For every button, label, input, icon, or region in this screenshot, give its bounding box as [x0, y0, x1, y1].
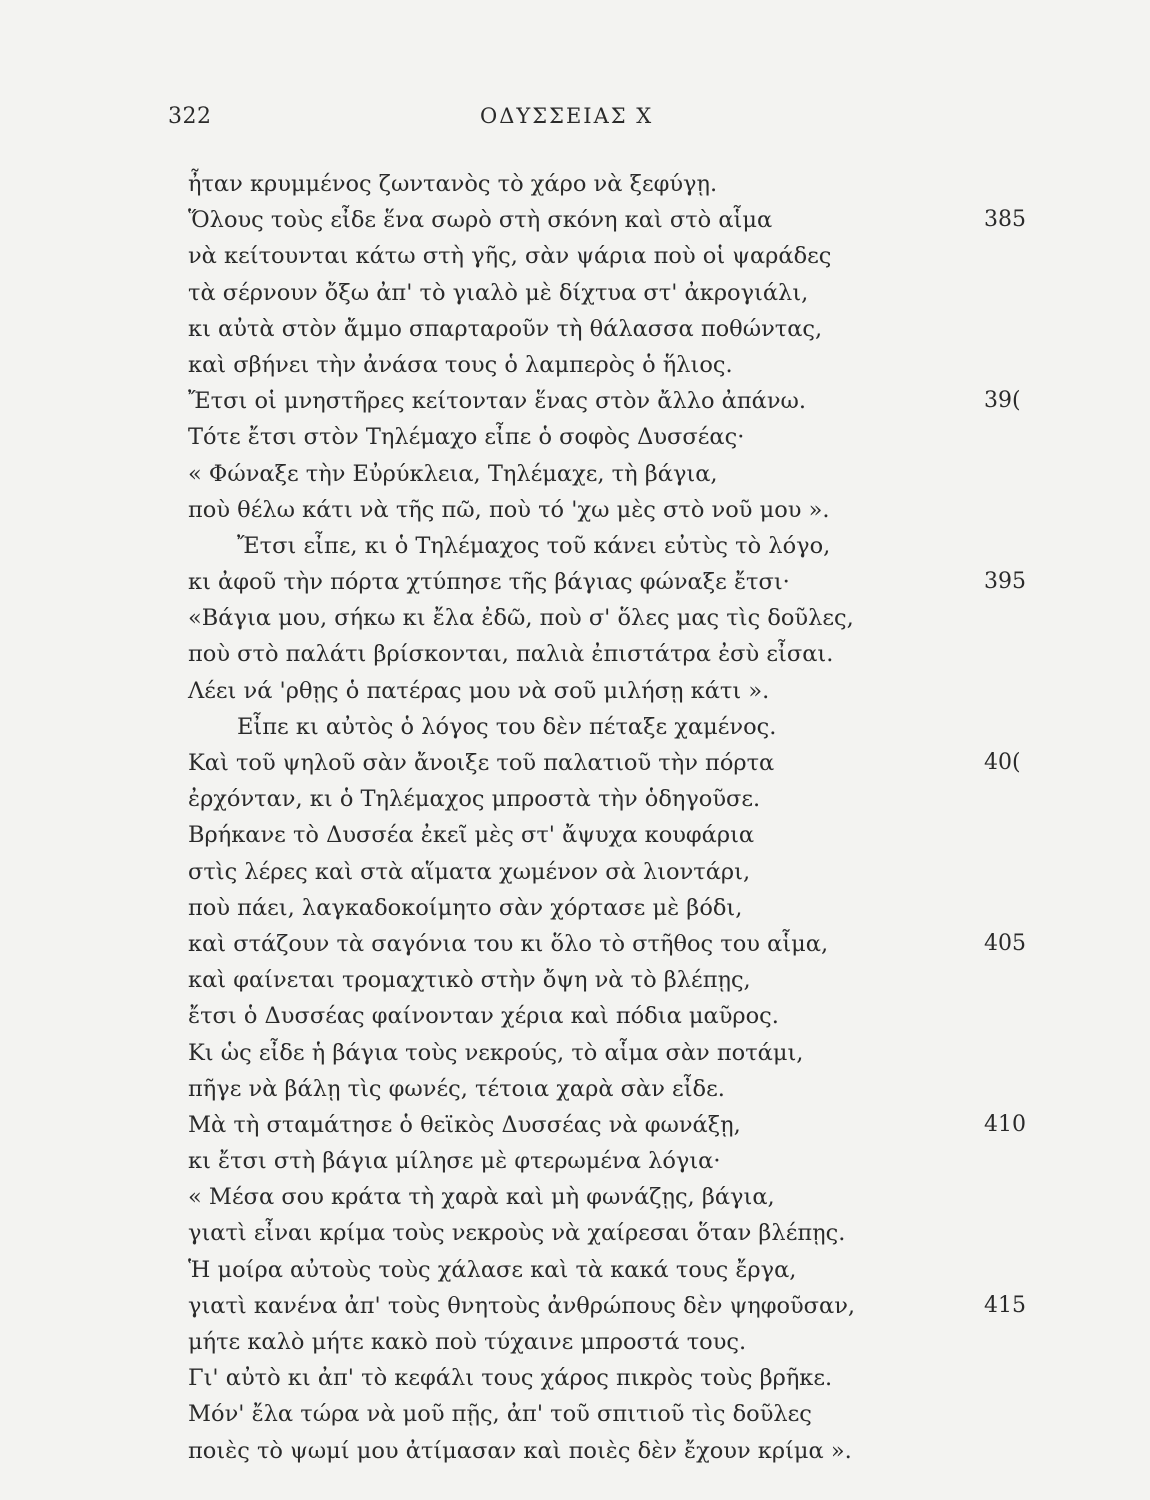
verse-text: Καὶ τοῦ ψηλοῦ σὰν ἄνοιξε τοῦ παλατιοῦ τὴν πόρτα: [188, 750, 775, 776]
verse-line: [0, 347, 1150, 383]
verse-text: καὶ φαίνεται τρομαχτικὸ στὴν ὄψη νὰ τὸ βλέπῃς,: [188, 967, 751, 994]
verse-line: [0, 926, 1150, 962]
verse-text: ποιὲς τὸ ψωμί μου ἀτίμασαν καὶ ποιὲς δὲν ἔχουν κρίμα ».: [188, 1437, 852, 1464]
verse-line: [0, 1215, 1150, 1251]
verse-text: Μὰ τὴ σταμάτησε ὁ θεϊκὸς Δυσσέας νὰ φωνάξῃ,: [188, 1111, 741, 1138]
verse-line: [0, 890, 1150, 926]
verse-text: Γι' αὐτὸ κι ἀπ' τὸ κεφάλι τους χάρος πικρὸς τοὺς βρῆκε.: [188, 1365, 833, 1392]
verse-line: [0, 1324, 1150, 1360]
verse-line: [0, 564, 1150, 600]
verse-text: « Μέσα σου κράτα τὴ χαρὰ καὶ μὴ φωνάζῃς, βάγια,: [188, 1184, 775, 1211]
verse-text: ἦταν κρυμμένος ζωντανὸς τὸ χάρο νὰ ξεφύγῃ.: [188, 171, 718, 197]
poem-text: [0, 166, 1150, 1469]
page-number: 322: [168, 104, 212, 129]
verse-line: [0, 600, 1150, 636]
verse-text: ποὺ θέλω κάτι νὰ τῆς πῶ, ποὺ τό 'χω μὲς στὸ νοῦ μου ».: [188, 496, 830, 523]
verse-text: κι ἀφοῦ τὴν πόρτα χτύπησε τῆς βάγιας φώναξε ἔτσι·: [188, 569, 790, 596]
verse-text: ἔτσι ὁ Δυσσέας φαίνονταν χέρια καὶ πόδια μαῦρος.: [188, 1003, 779, 1030]
verse-text: γιατὶ κανένα ἀπ' τοὺς θνητοὺς ἀνθρώπους δὲν ψηφοῦσαν,: [188, 1292, 856, 1319]
verse-text: κι αὐτὰ στὸν ἄμμο σπαρταροῦν τὴ θάλασσα ποθώντας,: [188, 315, 823, 342]
verse-text: Μόν' ἔλα τώρα νὰ μοῦ πῇς, ἀπ' τοῦ σπιτιοῦ τὶς δοῦλες: [188, 1401, 812, 1428]
verse-text: ἐρχόνταν, κι ὁ Τηλέμαχος μπροστὰ τὴν ὁδηγοῦσε.: [188, 786, 761, 813]
verse-line: [0, 1071, 1150, 1107]
verse-line: [0, 1179, 1150, 1215]
line-number: 39(: [984, 388, 1021, 414]
verse-line: [0, 1396, 1150, 1432]
verse-line: [0, 202, 1150, 238]
page-header: [0, 104, 1150, 140]
verse-text: Λέει νά 'ρθῃς ὁ πατέρας μου νὰ σοῦ μιλήσῃ κάτι ».: [188, 677, 770, 704]
verse-text: νὰ κείτουνται κάτω στὴ γῆς, σὰν ψάρια ποὺ οἱ ψαράδες: [188, 243, 832, 270]
verse-text: Βρήκανε τὸ Δυσσέα ἐκεῖ μὲς στ' ἄψυχα κουφάρια: [188, 822, 755, 849]
verse-text: Εἶπε κι αὐτὸς ὁ λόγος του δὲν πέταξε χαμένος.: [237, 713, 777, 740]
verse-text: ποὺ στὸ παλάτι βρίσκονται, παλιὰ ἐπιστάτρα ἐσὺ εἶσαι.: [188, 641, 834, 668]
running-title: ΟΔΥΣΣΕΙΑΣ Χ: [480, 104, 654, 128]
verse-line: [0, 1143, 1150, 1179]
verse-text: Τότε ἔτσι στὸν Τηλέμαχο εἶπε ὁ σοφὸς Δυσσέας·: [188, 424, 745, 451]
verse-line: [0, 673, 1150, 709]
verse-line: [0, 419, 1150, 455]
verse-text: Ἔτσι εἶπε, κι ὁ Τηλέμαχος τοῦ κάνει εὐτὺς τὸ λόγο,: [237, 532, 831, 559]
verse-text: Ἡ μοίρα αὐτοὺς τοὺς χάλασε καὶ τὰ κακά τους ἔργα,: [188, 1256, 797, 1283]
verse-line: [0, 1252, 1150, 1288]
verse-line: [0, 1107, 1150, 1143]
verse-line: [0, 781, 1150, 817]
verse-line: [0, 492, 1150, 528]
verse-text: Κι ὡς εἶδε ἡ βάγια τοὺς νεκρούς, τὸ αἷμα σὰν ποτάμι,: [188, 1039, 804, 1066]
verse-text: κι ἔτσι στὴ βάγια μίλησε μὲ φτερωμένα λόγια·: [188, 1148, 721, 1175]
verse-line: [0, 1360, 1150, 1396]
verse-line: [0, 854, 1150, 890]
verse-line: [0, 745, 1150, 781]
verse-text: στὶς λέρες καὶ στὰ αἵματα χωμένον σὰ λιοντάρι,: [188, 858, 751, 885]
verse-line: [0, 998, 1150, 1034]
line-number: 415: [984, 1292, 1026, 1318]
verse-line: [0, 383, 1150, 419]
verse-line: [0, 962, 1150, 998]
verse-line: [0, 817, 1150, 853]
verse-text: « Φώναξε τὴν Εὐρύκλεια, Τηλέμαχε, τὴ βάγια,: [188, 460, 718, 487]
verse-line: [0, 528, 1150, 564]
verse-line: [0, 311, 1150, 347]
verse-line: [0, 1433, 1150, 1469]
line-number: 385: [984, 207, 1026, 233]
verse-text: καὶ σβήνει τὴν ἀνάσα τους ὁ λαμπερὸς ὁ ἥλιος.: [188, 351, 733, 378]
verse-line: [0, 456, 1150, 492]
verse-text: ποὺ πάει, λαγκαδοκοίμητο σὰν χόρτασε μὲ βόδι,: [188, 894, 743, 921]
line-number: 40(: [984, 750, 1021, 775]
line-number: 410: [984, 1111, 1026, 1137]
verse-line: [0, 1288, 1150, 1324]
verse-line: [0, 238, 1150, 274]
verse-text: πῆγε νὰ βάλῃ τὶς φωνές, τέτοια χαρὰ σὰν εἶδε.: [188, 1075, 725, 1102]
line-number: 395: [984, 569, 1026, 595]
verse-text: γιατὶ εἶναι κρίμα τοὺς νεκροὺς νὰ χαίρεσαι ὅταν βλέπῃς.: [188, 1220, 846, 1247]
verse-text: καὶ στάζουν τὰ σαγόνια του κι ὅλο τὸ στῆθος του αἷμα,: [188, 930, 829, 957]
verse-line: [0, 709, 1150, 745]
verse-line: [0, 275, 1150, 311]
verse-text: «Βάγια μου, σήκω κι ἔλα ἐδῶ, ποὺ σ' ὅλες μας τὶς δοῦλες,: [188, 605, 854, 632]
verse-line: [0, 1035, 1150, 1071]
verse-text: τὰ σέρνουν ὄξω ἀπ' τὸ γιαλὸ μὲ δίχτυα στ' ἀκρογιάλι,: [188, 279, 809, 306]
verse-line: [0, 166, 1150, 202]
verse-text: μήτε καλὸ μήτε κακὸ ποὺ τύχαινε μπροστά τους.: [188, 1329, 747, 1355]
verse-line: [0, 636, 1150, 672]
line-number: 405: [984, 930, 1026, 956]
verse-text: Ὅλους τοὺς εἶδε ἕνα σωρὸ στὴ σκόνη καὶ στὸ αἷμα: [188, 207, 773, 234]
verse-text: Ἔτσι οἱ μνηστῆρες κείτονταν ἕνας στὸν ἄλλο ἀπάνω.: [188, 388, 807, 415]
